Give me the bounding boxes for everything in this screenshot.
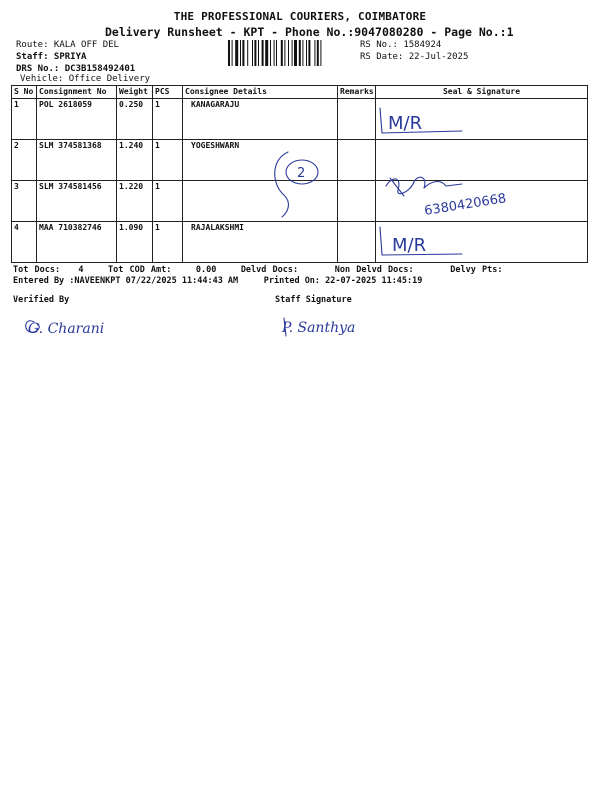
row1-mr-mark: M/R xyxy=(388,113,423,134)
row3-signature xyxy=(386,177,462,194)
col-consignee: Consignee Details xyxy=(183,86,338,99)
cell-weight: 1.090 xyxy=(117,222,153,263)
row4-mr-mark: M/R xyxy=(392,235,427,256)
cell-weight: 0.250 xyxy=(117,99,153,140)
cell-sno: 2 xyxy=(12,140,37,181)
col-consignment: Consignment No xyxy=(37,86,117,99)
cell-consignment: MAA 710382746 xyxy=(37,222,117,263)
route-label: Route: KALA OFF DEL xyxy=(16,40,119,50)
runsheet-subtitle: Delivery Runsheet - KPT - Phone No.:9047080280 - Page No.:1 xyxy=(105,25,514,39)
rs-date: RS Date: 22-Jul-2025 xyxy=(360,52,469,62)
cell-pcs: 1 xyxy=(153,99,183,140)
cell-consignment: SLM 374581368 xyxy=(37,140,117,181)
rs-number: RS No.: 1584924 xyxy=(360,40,442,50)
col-seal: Seal & Signature xyxy=(376,86,588,99)
staff-signature: P. Santhya xyxy=(282,320,356,336)
phone-number: 6380420668 xyxy=(423,191,508,219)
cell-consignee: RAJALAKSHMI xyxy=(183,222,338,263)
staff-label: Staff: SPRIYA xyxy=(16,52,87,62)
cell-pcs: 1 xyxy=(153,222,183,263)
col-pcs: PCS xyxy=(153,86,183,99)
hook-stroke xyxy=(275,152,289,217)
cell-pcs: 1 xyxy=(153,140,183,181)
col-remarks: Remarks xyxy=(338,86,376,99)
cell-weight: 1.220 xyxy=(117,181,153,222)
drs-number: DRS No.: DC3B158492401 xyxy=(16,64,136,74)
cell-consignee: KANAGARAJU xyxy=(183,99,338,140)
col-weight: Weight xyxy=(117,86,153,99)
vehicle-label: Vehicle: Office Delivery xyxy=(20,74,151,84)
cell-pcs: 1 xyxy=(153,181,183,222)
cell-consignee: YOGESHWARN xyxy=(183,140,338,181)
staff-signature-label: Staff Signature xyxy=(275,295,352,305)
cell-consignment: POL 2618059 xyxy=(37,99,117,140)
cell-sno: 3 xyxy=(12,181,37,222)
verified-by-label: Verified By xyxy=(13,295,70,305)
cell-consignment: SLM 374581456 xyxy=(37,181,117,222)
cell-sno: 1 xyxy=(12,99,37,140)
cell-sno: 4 xyxy=(12,222,37,263)
cell-weight: 1.240 xyxy=(117,140,153,181)
totals-line: Tot Docs: 4 Tot COD Amt: 0.00 Delvd Docs: Non Delvd Docs: Delvy Pts: xyxy=(13,265,503,275)
company-title: THE PROFESSIONAL COURIERS, COIMBATORE xyxy=(173,10,427,23)
circled-number: 2 xyxy=(297,166,306,181)
col-sno: S No xyxy=(12,86,37,99)
verified-signature: G. Charani xyxy=(28,321,105,337)
entered-by-line: Entered By :NAVEENKPT 07/22/2025 11:44:43 AM Printed On: 22-07-2025 11:45:19 xyxy=(13,276,423,286)
